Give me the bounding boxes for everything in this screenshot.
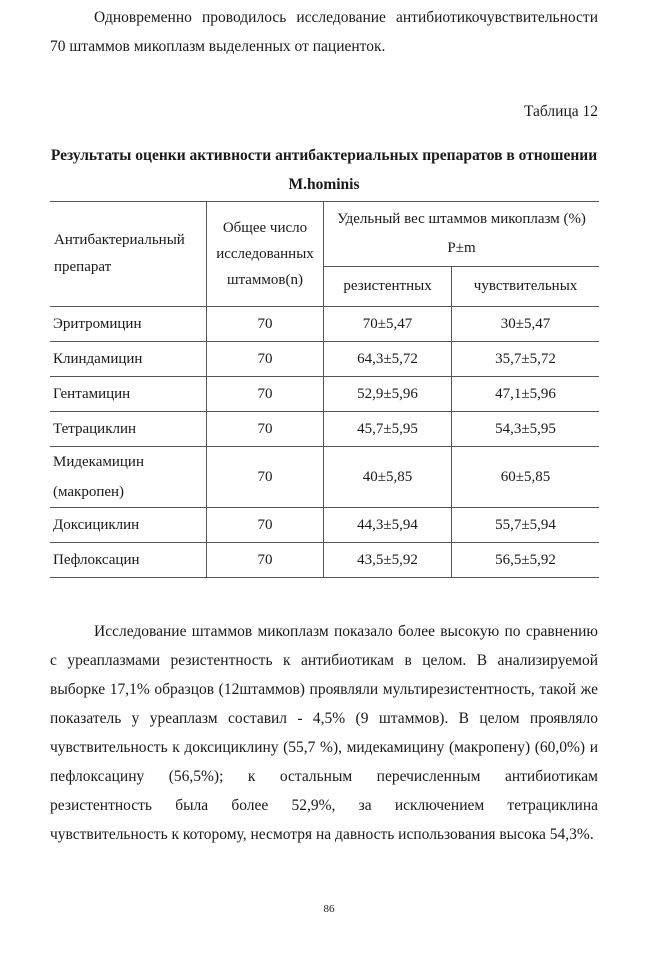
body-paragraph: Исследование штаммов микоплазм показало более высокую по сравнению с уреаплазмами резистентность к антибиотикам в целом. В анализируемой выборке 17,1% образцов (12штаммов) проявляли мультирезистентность, такой же показатель у уреаплазм составил - 4,5% (9 штаммов). В целом проявляло чувствительность к доксициклину (55,7 %), мидекамицину (макропену) (60,0%) и пефлоксацину (56,5%); к остальным перечисленным антибиотикам резистентность была более 52,9%, за исключением тетрациклина чувствительность к которому, несмотря на давность использования высока 54,3%.	[50, 623, 598, 843]
drug-name: Эритромицин	[50, 307, 207, 342]
header-weight: Удельный вес штаммов микоплазм (%) P±m	[324, 202, 600, 267]
strain-count: 70	[207, 307, 324, 342]
table-row	[50, 342, 599, 377]
sensitive-value: 35,7±5,72	[452, 342, 599, 377]
sensitive-value: 55,7±5,94	[452, 508, 599, 543]
results-table	[50, 201, 599, 578]
drug-name: Тетрациклин	[50, 412, 207, 447]
table-row	[50, 508, 599, 543]
table-header-row	[50, 202, 599, 267]
sensitive-value: 47,1±5,96	[452, 377, 599, 412]
drug-name: Гентамицин	[50, 377, 207, 412]
intro-paragraph: Одновременно проводилось исследование антибиотикочувствительности 70 штаммов микоплазм выделенных от пациенток.	[50, 9, 598, 55]
strain-count: 70	[207, 543, 324, 578]
table-row	[50, 377, 599, 412]
header-resistant: резистентных	[324, 267, 452, 307]
table-label: Таблица 12	[523, 103, 598, 120]
drug-name: Доксициклин	[50, 508, 207, 543]
drug-name: Пефлоксацин	[50, 543, 207, 578]
table-caption: Результаты оценки активности антибактериальных препаратов в отношении M.hominis	[50, 147, 598, 193]
strain-count: 70	[207, 447, 324, 508]
resistant-value: 40±5,85	[324, 447, 452, 508]
table-row	[50, 447, 599, 508]
drug-name: Клиндамицин	[50, 342, 207, 377]
resistant-value: 45,7±5,95	[324, 412, 452, 447]
sensitive-value: 54,3±5,95	[452, 412, 599, 447]
header-total: Общее число исследованных штаммов(n)	[207, 202, 324, 307]
strain-count: 70	[207, 412, 324, 447]
sensitive-value: 60±5,85	[452, 447, 599, 508]
sensitive-value: 56,5±5,92	[452, 543, 599, 578]
header-drug: Антибактериальный препарат	[50, 202, 207, 307]
table-row	[50, 543, 599, 578]
strain-count: 70	[207, 377, 324, 412]
sensitive-value: 30±5,47	[452, 307, 599, 342]
drug-name: Мидекамицин (макропен)	[50, 447, 207, 508]
resistant-value: 52,9±5,96	[324, 377, 452, 412]
resistant-value: 43,5±5,92	[324, 543, 452, 578]
resistant-value: 44,3±5,94	[324, 508, 452, 543]
page-number: 86	[323, 903, 335, 915]
table-row	[50, 307, 599, 342]
header-sensitive: чувствительных	[452, 267, 599, 307]
table-row	[50, 412, 599, 447]
strain-count: 70	[207, 342, 324, 377]
resistant-value: 64,3±5,72	[324, 342, 452, 377]
strain-count: 70	[207, 508, 324, 543]
resistant-value: 70±5,47	[324, 307, 452, 342]
